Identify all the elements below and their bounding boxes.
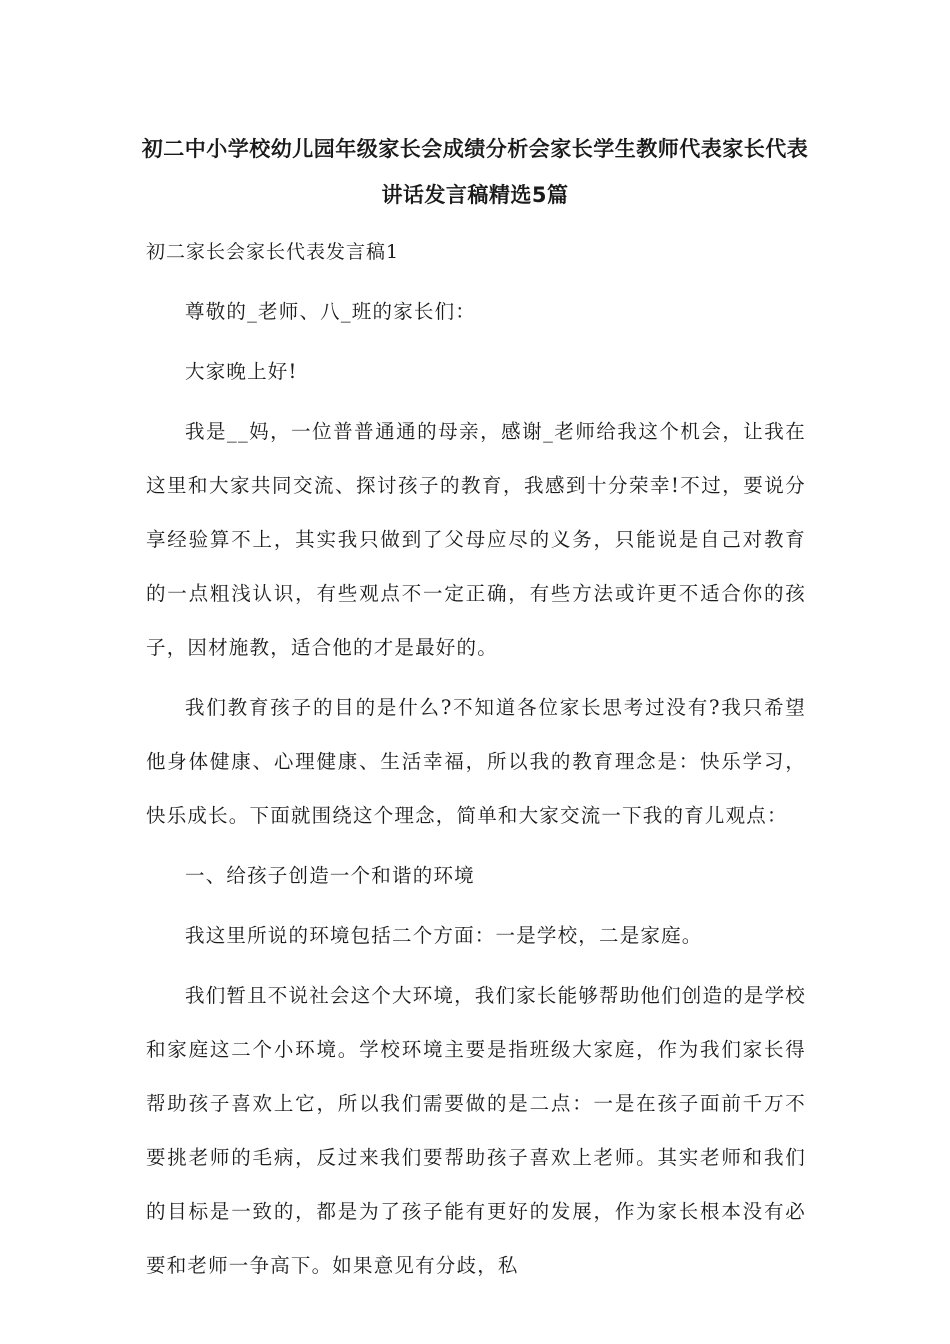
body-paragraph: 我们教育孩子的目的是什么?不知道各位家长思考过没有?我只希望他身体健康、心理健康、生活幸福，所以我的教育理念是：快乐学习，快乐成长。下面就围绕这个理念，简单和大家交流一下我的育儿观点： bbox=[146, 696, 806, 827]
subheading-paragraph: 一、给孩子创造一个和谐的环境 bbox=[185, 864, 475, 887]
document-title: 初二中小学校幼儿园年级家长会成绩分析会家长学生教师代表家长代表讲话发言稿精选5篇 bbox=[141, 137, 809, 207]
salutation-paragraph: 尊敬的_老师、八_班的家长们： bbox=[185, 300, 477, 323]
document-body bbox=[146, 285, 806, 1299]
body-paragraph: 我是__妈，一位普普通通的母亲，感谢_老师给我这个机会，让我在这里和大家共同交流、探讨孩子的教育，我感到十分荣幸!不过，要说分享经验算不上，其实我只做到了父母应尽的义务，只能说是自己对教育的一点粗浅认识，有些观点不一定正确，有些方法或许更不适合你的孩子，因材施教，适合他的才是最好的。 bbox=[146, 420, 806, 659]
greeting-paragraph: 大家晚上好! bbox=[185, 360, 298, 383]
body-paragraph: 我们暂且不说社会这个大环境，我们家长能够帮助他们创造的是学校和家庭这二个小环境。学校环境主要是指班级大家庭，作为我们家长得帮助孩子喜欢上它，所以我们需要做的是二点：一是在孩子面前千万不要挑老师的毛病，反过来我们要帮助孩子喜欢上老师。其实老师和我们的目标是一致的，都是为了孩子能有更好的发展，作为家长根本没有必要和老师一争高下。如果意见有分歧，私 bbox=[146, 984, 807, 1277]
body-paragraph: 我这里所说的环境包括二个方面：一是学校，二是家庭。 bbox=[185, 924, 703, 947]
section-heading: 初二家长会家长代表发言稿1 bbox=[146, 241, 400, 263]
